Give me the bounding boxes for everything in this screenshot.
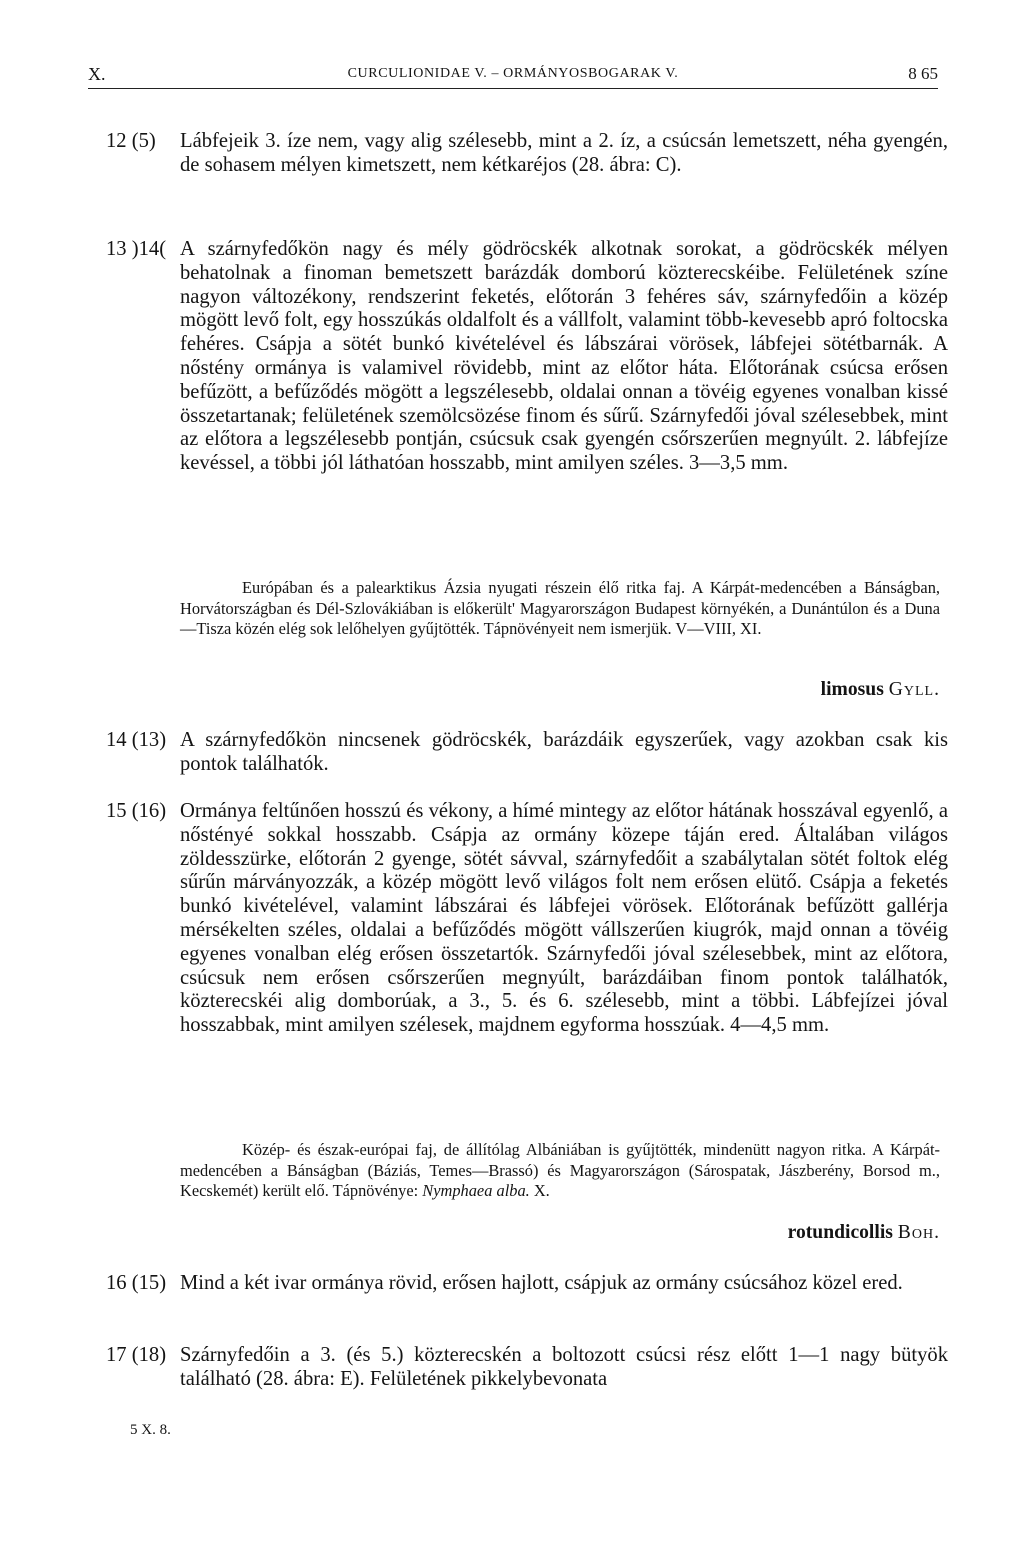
distribution-note-rotundicollis: Közép- és észak-európai faj, de állítólag Albániában is gyűjtötték, mindenütt nagyon ritka. A Kárpát-medencében a Bánságban (Báziás, Temes—Brassó) és Magyarországon (Sárospatak, Jászberény, Borsod m., Kecskemét) került elő. Tápnövénye: Nymphaea alba. X.	[180, 1140, 940, 1201]
entry-text: A szárnyfedőkön nincsenek gödröcskék, barázdáik egyszerűek, vagy azokban csak kis pontok találhatók.	[180, 729, 948, 775]
species-epithet: rotundicollis	[787, 1222, 893, 1243]
key-entry-15	[88, 800, 948, 1038]
entry-number: 13 )14(	[106, 238, 167, 260]
entry-text: Szárnyfedőin a 3. (és 5.) közterecskén a boltozott csúcsi rész előtt 1—1 nagy bütyök található (28. ábra: E). Felületének pikkelybevonata	[180, 1344, 948, 1390]
entry-number: 14 (13)	[106, 729, 167, 751]
entry-number: 17 (18)	[106, 1344, 167, 1366]
running-title: CURCULIONIDAE V. – ORMÁNYOSBOGARAK V.	[347, 66, 679, 81]
host-plant-name: Nymphaea alba.	[422, 1181, 530, 1201]
entry-text: Lábfejeik 3. íze nem, vagy alig szélesebb, mint a 2. íz, a csúcsán lemetszett, néha gyengén, de sohasem mélyen kimetszett, nem kétkaréjos (28. ábra: C).	[180, 130, 948, 176]
entry-text: Mind a két ivar ormánya rövid, erősen hajlott, csápjuk az ormány csúcsához közel ered.	[180, 1272, 903, 1294]
species-name-rotundicollis	[788, 1222, 940, 1244]
entry-number: 16 (15)	[106, 1272, 167, 1294]
species-epithet: limosus	[820, 679, 884, 700]
key-entry-16	[88, 1272, 948, 1296]
key-entry-14	[88, 729, 948, 777]
distribution-note-limosus: Európában és a palearktikus Ázsia nyugati részein élő ritka faj. A Kárpát-medencében a Bánságban, Horvátországban és Dél-Szlovákiában is előkerült' Magyarországon Budapest környékén, a Dunántúlon és a Duna—Tisza közén elég sok lelőhelyen gyűjtötték. Tápnövényeit nem ismerjük. V—VIII, XI.	[180, 578, 940, 639]
species-author: Gyll.	[888, 679, 940, 700]
page-header	[88, 64, 938, 89]
entry-number: 12 (5)	[106, 130, 156, 152]
entry-number: 15 (16)	[106, 800, 167, 822]
species-author: Boh.	[897, 1222, 940, 1243]
key-entry-17	[88, 1344, 948, 1392]
species-name-limosus	[821, 679, 940, 701]
key-entry-12	[88, 130, 948, 178]
entry-text: A szárnyfedőkön nagy és mély gödröcskék alkotnak sorokat, a gödröcskék mélyen behatolnak a finoman bemetszett barázdák domború közterecskéibe. Felületének színe nagyon változékony, rendszerint feketés, előtorán 3 fehéres sáv, szárnyfedőin a közép mögött levő folt, egy hosszúkás oldalfolt és a vállfolt, valamint több-kevesebb apró foltocska fehéres. Csápja a sötét bunkó kivételével és lábszárai vörösek, lábfejei sötétbarnák. A nőstény ormánya is valamivel rövidebb, mint az előtor háta. Előtorának csúcsa erősen befűzött, a befűződés mögött a legszélesebb, oldalai onnan a tövéig egyenes vonalban kissé összetartanak; felületének szemölcsözése finom és sűrű. Szárnyfedői jóval szélesebbek, mint az előtora a legszélesebb pontján, csúcsuk csak gyengén csőrszerűen megnyúlt. 2. lábfejíze kevéssel, a többi jól láthatóan hosszabb, mint amilyen széles. 3—3,5 mm.	[180, 238, 948, 475]
key-entry-13	[88, 238, 948, 476]
entry-text: Ormánya feltűnően hosszú és vékony, a hímé mintegy az előtor hátának hosszával egyenlő, a nőstényé sokkal hosszabb. Csápja az ormány közepe táján ered. Általában világos zöldesszürke, előtorán 2 gyenge, sötét sávval, szárnyfedőit a szabálytalan sötét foltok elég sűrűn márványozzák, a közép mögött levő világos folt nem erősen elütő. Csápja a feketés bunkó kivételével, valamint lábszárai és lábfejei vörösek. Előtorának befűzött gallérja mérsékelten széles, oldalai a befűződés mögött vállszerűen kiugrók, majd onnan a tövéig egyenes vonalban elég erősen összetartók. Szárnyfedői jóval szélesebbek, mint az előtora, csúcsuk nem erősen csőrszerűen megnyúlt, barázdáiban finom pontok találhatók, közterecskéi alig domborúak, a 3., 5. és 6. szélesebb, mint a többi. Lábfejízei jóval hosszabbak, mint amilyen szélesek, majdnem egyforma hosszúak. 4—4,5 mm.	[180, 800, 948, 1037]
page-number: 8 65	[908, 64, 938, 83]
signature-mark: 5 X. 8.	[130, 1422, 171, 1438]
chapter-number: X.	[88, 64, 106, 84]
